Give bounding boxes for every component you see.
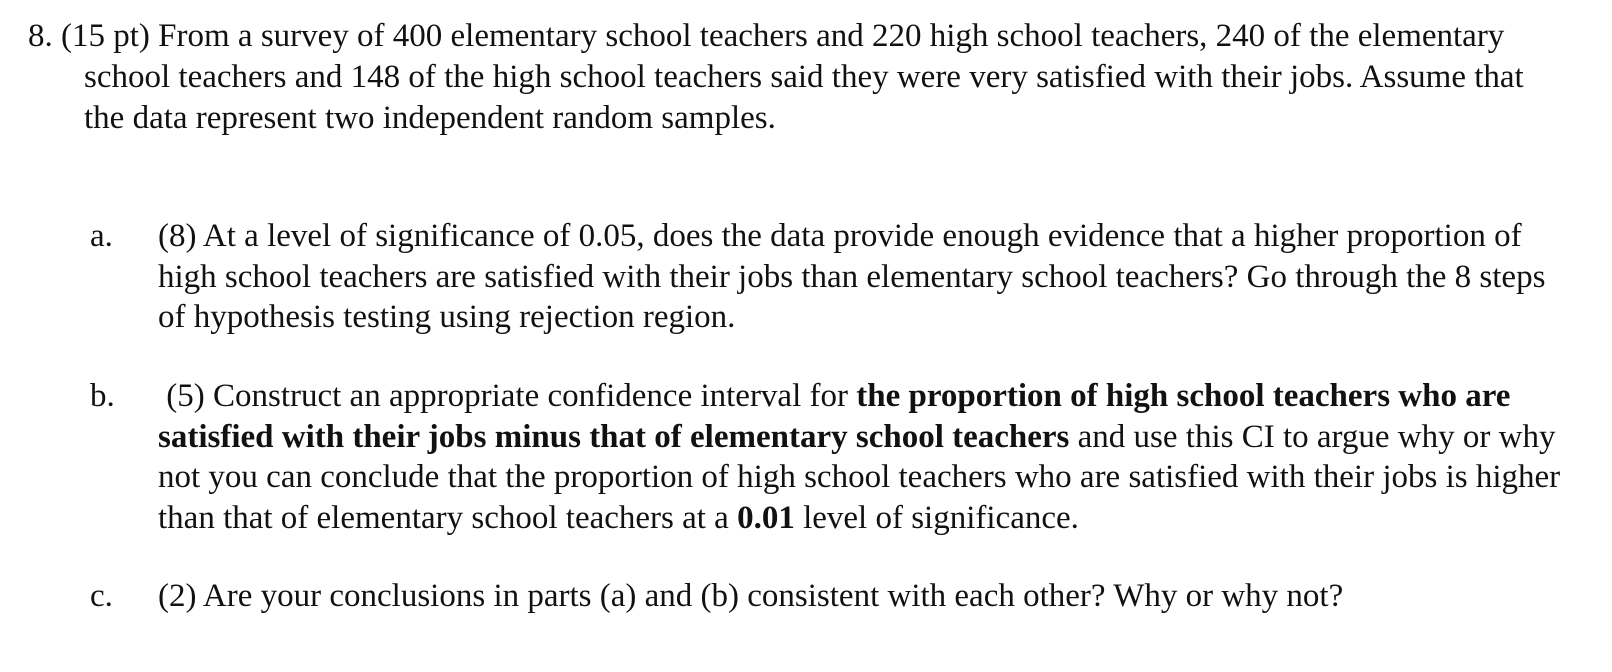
part-a-letter: a. [90, 218, 113, 254]
part-b-points: (5) [166, 378, 205, 414]
part-b-letter: b. [90, 378, 115, 414]
part-b-text-3: level of significance. [794, 499, 1079, 536]
part-a-points: (8) [158, 218, 197, 254]
question-stem [28, 16, 1568, 139]
question-points: (15 pt) [61, 18, 150, 54]
part-c [90, 576, 1570, 617]
part-c-letter: c. [90, 578, 113, 614]
part-a-body [158, 216, 1570, 338]
question-number: 8. [28, 18, 53, 54]
part-b [90, 376, 1570, 538]
part-a-text: At a level of significance of 0.05, does the data provide enough evidence that a higher proportion of high school teachers are satisfied with their jobs than elementary school teachers? Go through the 8 steps of hypothesis testing using rejection region. [158, 218, 1546, 335]
question-text: From a survey of 400 elementary school teachers and 220 high school teachers, 240 of the elementary school teachers and 148 of the high school teachers said they were very satisfied with their jobs. Assume that the data represent two independent random samples. [84, 18, 1524, 136]
part-b-text-2: and use this CI to argue why or why not you can conclude that the proportion of high school teachers who are satisfied with their jobs is higher than that of elementary school teachers at a [158, 418, 1561, 536]
question-8 [28, 16, 1568, 139]
part-b-text-1: Construct an appropriate confidence interval for [212, 378, 857, 414]
part-c-text: Are your conclusions in parts (a) and (b) consistent with each other? Why or why not? [202, 578, 1344, 614]
part-b-body [158, 376, 1570, 538]
part-b-significance-level: 0.01 [737, 499, 795, 536]
part-c-body [158, 576, 1570, 617]
part-c-points: (2) [158, 578, 197, 614]
part-a [90, 216, 1570, 338]
part-b-bold-phrase: the proportion of high school teachers who are satisfied with their jobs minus that of elementary school teachers [158, 378, 1511, 455]
